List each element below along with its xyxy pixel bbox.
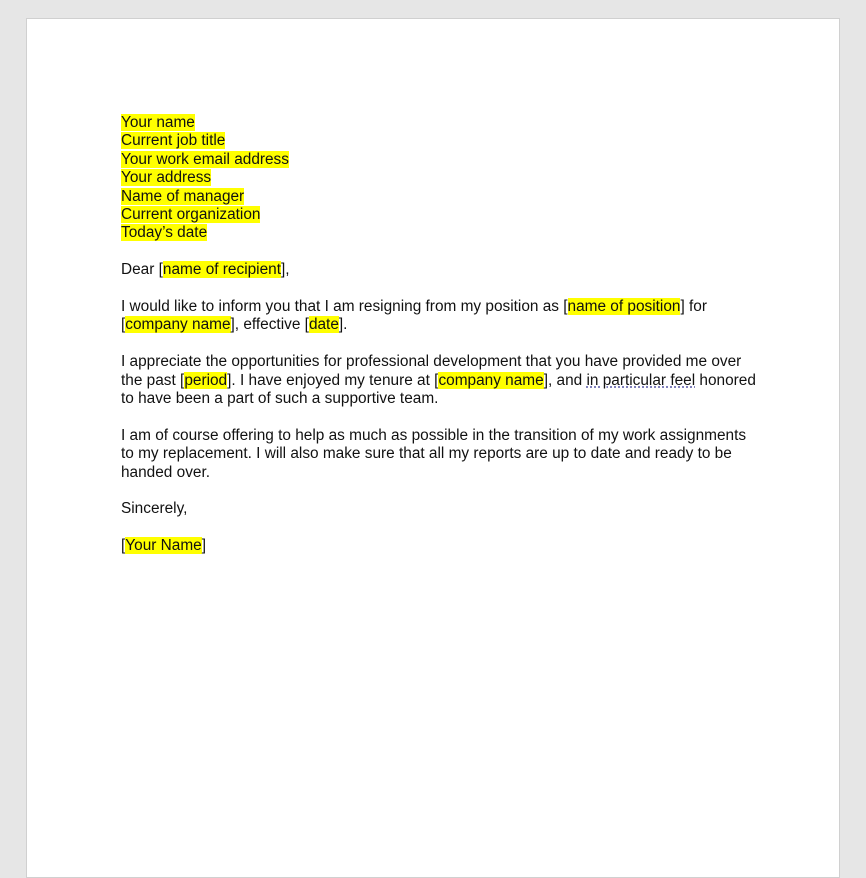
header-line: Name of manager [121,187,245,205]
placeholder-highlight: date [308,316,339,334]
placeholder-highlight: Your Name [125,537,202,555]
header-line: Your address [121,169,212,187]
placeholder-highlight: company name [438,371,544,389]
placeholder-highlight: period [184,371,228,389]
grammar-squiggle[interactable]: in particular feel [586,371,696,389]
header-line: Your name [121,114,195,131]
closing: Sincerely, [121,500,188,518]
sender-header-block [121,114,761,243]
placeholder-highlight: name of recipient [162,261,281,279]
header-line: Current job title [121,132,226,150]
header-line: Current organization [121,206,261,224]
placeholder-highlight: company name [125,316,231,334]
header-line: Your work email address [121,150,289,168]
paragraph-resignation: I would like to inform you that I am resigning from my position as [name of position] for [company name], effective [date]. [121,298,707,334]
document-page[interactable] [26,18,840,878]
paragraph-transition: I am of course offering to help as much as possible in the transition of my work assignments to my replacement. I will also make sure that all my reports are up to date and ready to be handed over. [121,426,747,481]
document-body[interactable] [121,114,761,574]
placeholder-highlight: name of position [567,298,681,316]
paragraph-appreciation: I appreciate the opportunities for professional development that you have provided me over the past [period]. I have enjoyed my tenure at [company name], and in particular feel honored to have been a part of such a supportive team. [121,353,756,408]
salutation: Dear [name of recipient], [121,261,290,279]
signature: [Your Name] [121,537,206,555]
header-line: Today’s date [121,224,208,242]
